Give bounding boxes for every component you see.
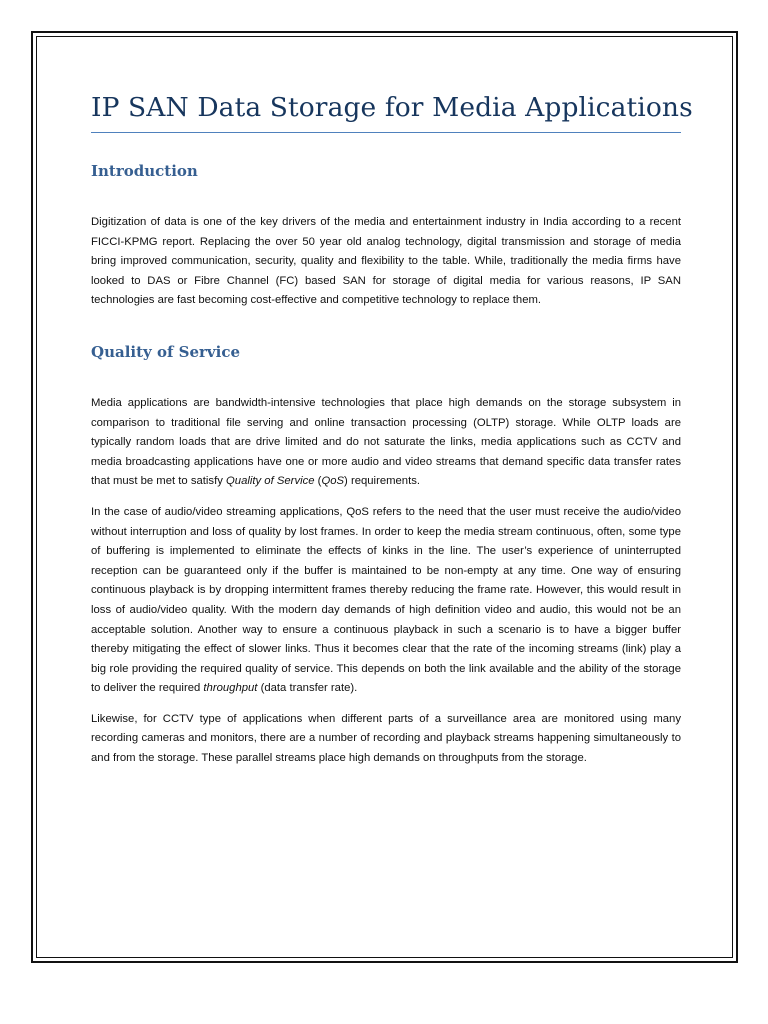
qos-p1-italic-qos-term: Quality of Service [226, 475, 315, 488]
qos-p2-text-a: In the case of audio/video streaming applications, QoS refers to the need that the user must receive the audio/video without interruption and loss of quality by lost frames. In order to keep the media stream continuous, often, some type of buffering is implemented to eliminate the effects of kinks in the line. The user’s experience of uninterrupted reception can be guaranteed only if the buffer is maintained to be non-empty at any time. One way of ensuring continuous playback is by dropping intermittent frames thereby reducing the frame rate. However, this would result in loss of audio/video quality. With the modern day demands of high definition video and audio, this would not be an acceptable solution. Another way to ensure a continuous playback in such a scenario is to have a bigger buffer thereby mitigating the effect of slower links. Thus it becomes clear that the rate of the incoming streams (link) play a big role providing the required quality of service. This depends on both the link available and the ability of the storage to deliver the required [91, 505, 681, 695]
qos-p1-text-c: ) requirements. [344, 475, 421, 488]
qos-p1-italic-qos-abbr: QoS [321, 475, 345, 488]
qos-p1-text-a: Media applications are bandwidth-intensive technologies that place high demands on the storage subsystem in comparison to traditional file serving and online transaction processing (OLTP) storage. While OLTP loads are typically random loads that are drive limited and do not saturate the links, media applications such as CCTV and media broadcasting applications have one or more audio and video streams that demand specific data transfer rates that must be met to satisfy [91, 396, 681, 488]
qos-p1-text-b: ( [314, 475, 322, 488]
section-heading-introduction: Introduction [91, 162, 198, 180]
qos-paragraph-3: Likewise, for CCTV type of applications when different parts of a surveillance area are monitored using many recording cameras and monitors, there are a number of recording and playback streams happening simultaneously to and from the storage. These parallel streams place high demands on throughputs from the storage. [91, 712, 681, 765]
document-title: IP SAN Data Storage for Media Applications [91, 92, 693, 123]
title-underline [91, 132, 681, 133]
section-heading-quality-of-service: Quality of Service [91, 342, 241, 361]
qos-paragraph-2 [91, 503, 681, 699]
qos-p2-text-b: (data transfer rate). [257, 682, 358, 695]
qos-p2-italic-throughput: throughput [203, 682, 258, 695]
intro-paragraph: Digitization of data is one of the key drivers of the media and entertainment industry in India according to a recent FICCI-KPMG report. Replacing the over 50 year old analog technology, digital transmission and storage of media bring improved communication, security, quality and flexibility to the table. While, traditionally the media firms have looked to DAS or Fibre Channel (FC) based SAN for storage of digital media for various reasons, IP SAN technologies are fast becoming cost-effective and competitive technology to replace them. [91, 216, 681, 307]
document-body [91, 88, 693, 769]
qos-paragraph-1 [91, 394, 681, 492]
